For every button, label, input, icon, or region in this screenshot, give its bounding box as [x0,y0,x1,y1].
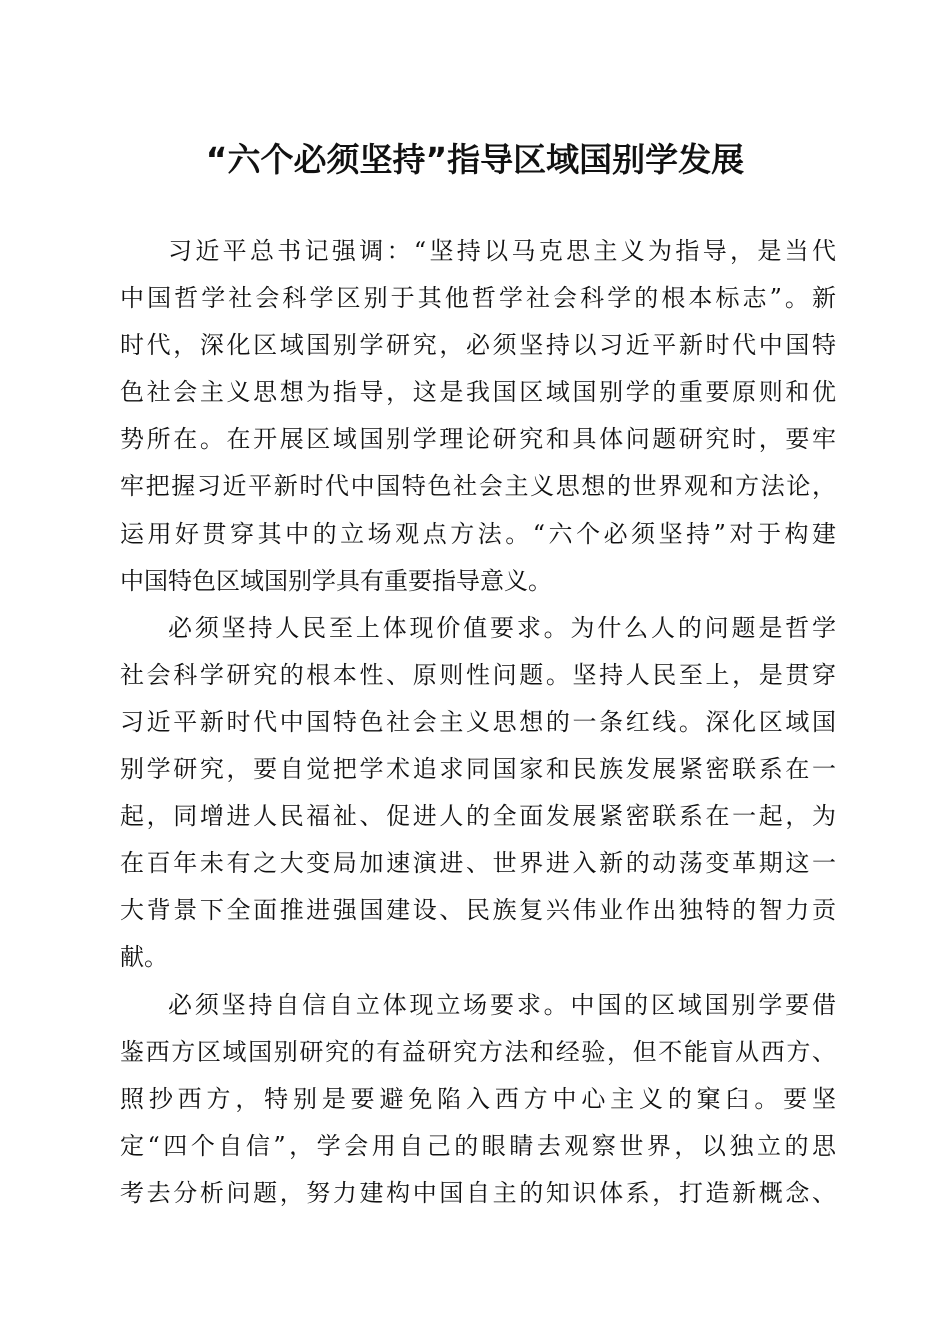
paragraph-1-line: 色社会主义思想为指导，这是我国区域国别学的重要原则和优 [120,378,836,407]
paragraph-2-line: 社会科学研究的根本性、原则性问题。坚持人民至上，是贯穿 [120,660,836,689]
paragraph-3-line: 必须坚持自信自立体现立场要求。中国的区域国别学要借 [168,990,836,1019]
paragraph-1-line: 运用好贯穿其中的立场观点方法。“六个必须坚持”对于构建 [120,519,836,548]
paragraph-2-line: 必须坚持人民至上体现价值要求。为什么人的问题是哲学 [168,613,836,642]
paragraph-1-line: 牢把握习近平新时代中国特色社会主义思想的世界观和方法论， [120,472,836,501]
paragraph-3-line: 定“四个自信”，学会用自己的眼睛去观察世界，以独立的思 [120,1131,836,1160]
paragraph-2-line: 在百年未有之大变局加速演进、世界进入新的动荡变革期这一 [120,849,836,878]
paragraph-1-line: 时代，深化区域国别学研究，必须坚持以习近平新时代中国特 [120,331,836,360]
paragraph-2-line: 大背景下全面推进强国建设、民族复兴伟业作出独特的智力贡 [120,896,836,925]
paragraph-3-line: 鉴西方区域国别研究的有益研究方法和经验，但不能盲从西方、 [120,1037,836,1066]
paragraph-1-line: 中国特色区域国别学具有重要指导意义。 [120,566,552,595]
document-body [120,228,836,1217]
paragraph-2-line: 习近平新时代中国特色社会主义思想的一条红线。深化区域国 [120,707,836,736]
document-title: “六个必须坚持”指导区域国别学发展 [205,140,745,179]
paragraph-2-line: 献。 [120,943,168,972]
paragraph-1-line: 中国哲学社会科学区别于其他哲学社会科学的根本标志”。新 [120,284,836,313]
paragraph-3-line: 照抄西方，特别是要避免陷入西方中心主义的窠臼。要坚 [120,1084,836,1113]
paragraph-1-line: 习近平总书记强调：“坚持以马克思主义为指导，是当代 [168,237,836,265]
paragraph-2-line: 起，同增进人民福祉、促进人的全面发展紧密联系在一起，为 [120,802,836,831]
paragraph-1-line: 势所在。在开展区域国别学理论研究和具体问题研究时，要牢 [120,425,836,454]
paragraph-2-line: 别学研究，要自觉把学术追求同国家和民族发展紧密联系在一 [120,755,836,784]
paragraph-3-line: 考去分析问题，努力建构中国自主的知识体系，打造新概念、 [120,1178,836,1207]
